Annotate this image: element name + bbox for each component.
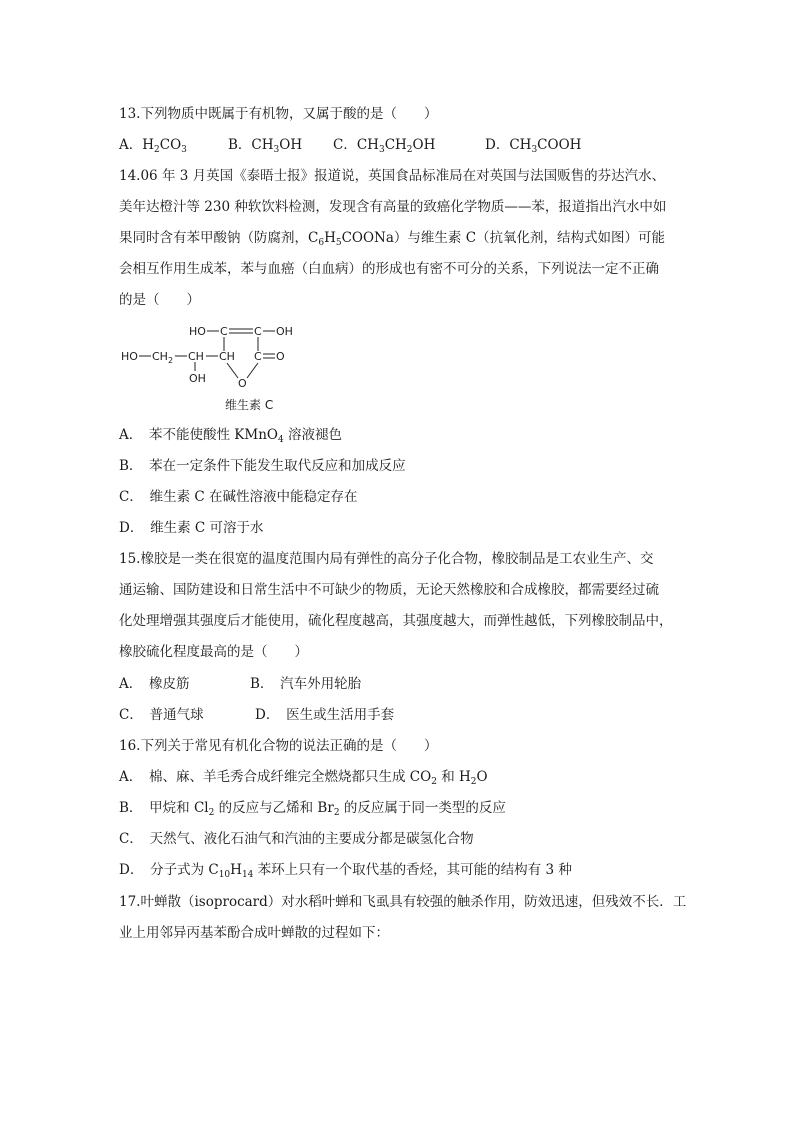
q14-option-b: B． 苯在一定条件下能发生取代反应和加成反应 (119, 458, 406, 474)
q14-option-a: A． 苯不能使酸性 KMnO$_4$ 溶液褪色 (119, 427, 342, 445)
q15-option-a: A． 橡皮筋 (119, 676, 190, 692)
q13-option-b: B．$CH_3OH$ (228, 137, 303, 155)
label-ho-top: HO (189, 325, 206, 338)
q15-line-4: 橡胶硫化程度最高的是（ ） (119, 644, 308, 660)
q14-option-d: D． 维生素 C 可溶于水 (119, 520, 264, 536)
q15-option-c: C． 普通气球 (119, 707, 204, 723)
q16-stem: 16.下列关于常见有机化合物的说法正确的是（ ） (119, 738, 438, 754)
label-ch2: $CH_2$ (152, 350, 174, 365)
q15-line-1: 15.橡胶是一类在很宽的温度范围内局有弹性的高分子化合物，橡胶制品是工农业生产、交 (119, 551, 654, 567)
q15-option-b: B． 汽车外用轮胎 (250, 676, 362, 692)
q14-line-1: 14.06 年 3 月英国《泰晤士报》报道说，英国食品标准局在对英国与法国贩售的芬达汽水、 (119, 168, 666, 184)
bond (247, 363, 258, 378)
q17-line-2: 业上用邻异丙基苯酚合成叶蝉散的过程如下： (119, 925, 389, 941)
q14-line-3: 果同时含有苯甲酸钠（防腐剂，$C_6H_5COONa$）与维生素 C（抗氧化剂，结构式如图）可能 (119, 230, 666, 248)
label-c2: C (254, 325, 262, 338)
label-oh-top: OH (276, 325, 293, 338)
label-c3: C (254, 350, 262, 363)
q15-line-2: 通运输、国防建设和日常生活中不可缺少的物质，无论天然橡胶和合成橡胶，都需要经过硫 (119, 582, 659, 598)
q13-stem: 13.下列物质中既属于有机物，又属于酸的是（ ） (119, 106, 438, 122)
label-o-keto: O (276, 350, 285, 363)
vitamin-c-structure-svg (119, 318, 309, 398)
label-ho-left: HO (121, 350, 138, 363)
q16-option-d: D． 分子式为 $C_{10}H_{14}$ 苯环上只有一个取代基的香烃，其可能的结构有 3 种 (119, 862, 572, 880)
label-c1: C (220, 325, 228, 338)
q13-option-c: C．$CH_3CH_2OH$ (333, 137, 436, 155)
vitamin-c-structure (119, 318, 309, 414)
bond (227, 363, 238, 378)
q14-line-4: 会相互作用生成苯，苯与血癌（白血病）的形成也有密不可分的关系，下列说法一定不正确 (119, 261, 659, 277)
label-ch-a: CH (188, 350, 204, 363)
label-ch-b: CH (219, 350, 235, 363)
q14-line-2: 美年达橙汁等 230 种软饮料检测，发现含有高量的致癌化学物质——苯，报道指出汽水中如 (119, 199, 667, 215)
structure-caption: 维生素 C (225, 398, 274, 412)
q17-line-1: 17.叶蝉散（isoprocard）对水稻叶蝉和飞虱具有较强的触杀作用，防效迅速，但残效不长．工 (119, 894, 687, 910)
q14-option-c: C． 维生素 C 在碱性溶液中能稳定存在 (119, 489, 358, 505)
q15-option-d: D． 医生或生活用手套 (255, 707, 395, 723)
q16-option-a: A． 棉、麻、羊毛秀合成纤维完全燃烧都只生成 $CO_2$ 和 $H_2O$ (119, 769, 488, 787)
label-o-ring: O (238, 377, 247, 390)
q16-option-c: C． 天然气、液化石油气和汽油的主要成分都是碳氢化合物 (119, 831, 474, 847)
q14-line-5: 的是（ ） (119, 292, 200, 308)
q16-option-b: B． 甲烷和 $Cl_2$ 的反应与乙烯和 $Br_2$ 的反应属于同一类型的反应 (119, 800, 506, 818)
q15-line-3: 化处理增强其强度后才能使用，硫化程度越高，其强度越大，而弹性越低，下列橡胶制品中， (119, 613, 673, 629)
q13-option-d: D．$CH_3COOH$ (485, 137, 582, 155)
label-oh-bottom: OH (189, 372, 206, 385)
q13-option-a: A．$H_2CO_3$ (119, 137, 187, 155)
